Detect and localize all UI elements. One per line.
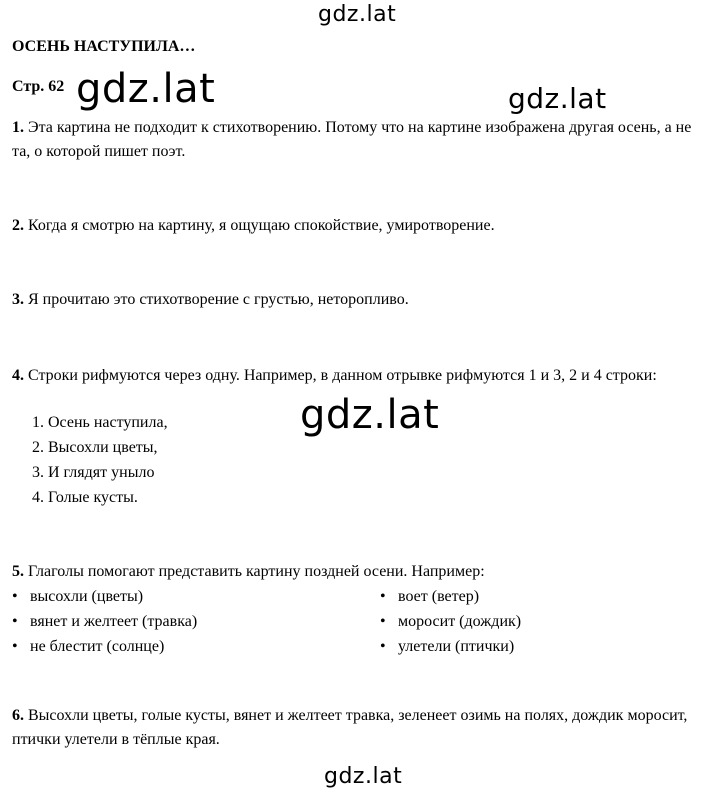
answer-6	[12, 704, 702, 752]
verbs-list-left	[12, 584, 197, 659]
answer-5-text: Глаголы помогают представить картину поздней осени. Например:	[24, 563, 485, 580]
answer-1	[12, 116, 702, 164]
list-item: • моросит (дождик)	[380, 613, 522, 630]
answer-4-text: Строки рифмуются через одну. Например, в данном отрывке рифмуются 1 и 3, 2 и 4 строки:	[24, 367, 657, 384]
answer-3-text: Я прочитаю это стихотворение с грустью, неторопливо.	[24, 291, 409, 308]
document-title: ОСЕНЬ НАСТУПИЛА…	[12, 38, 196, 55]
poem-line: 2. Высохли цветы,	[32, 439, 158, 456]
answer-6-number: 6.	[12, 707, 24, 724]
watermark-left: gdz.lat	[76, 66, 216, 112]
verbs-list-right	[380, 584, 521, 659]
watermark-right: gdz.lat	[508, 82, 607, 115]
watermark-bottom: gdz.lat	[324, 764, 403, 789]
list-item: • вянет и желтеет (травка)	[12, 613, 198, 630]
answer-4	[12, 364, 702, 388]
poem-line: 4. Голые кусты.	[32, 489, 138, 506]
watermark-top: gdz.lat	[318, 2, 397, 27]
answer-1-number: 1.	[12, 119, 24, 136]
page-reference: Стр. 62	[12, 78, 65, 95]
answer-6-text: Высохли цветы, голые кусты, вянет и желтеет травка, зеленеет озимь на полях, дождик моросит, птички улетели в тёплые края.	[12, 707, 688, 748]
list-item: • воет (ветер)	[380, 588, 480, 605]
answer-5	[12, 560, 702, 584]
answer-1-text: Эта картина не подходит к стихотворению. Потому что на картине изображена другая осень, а не та, о которой пишет поэт.	[12, 119, 692, 160]
answer-3-number: 3.	[12, 291, 24, 308]
answer-4-number: 4.	[12, 367, 24, 384]
list-item: • улетели (птички)	[380, 638, 515, 655]
answer-2-number: 2.	[12, 217, 24, 234]
poem-line: 3. И глядят уныло	[32, 464, 155, 481]
answer-2	[12, 214, 702, 238]
poem-excerpt	[32, 410, 168, 510]
list-item: • не блестит (солнце)	[12, 638, 165, 655]
list-item: • высохли (цветы)	[12, 588, 144, 605]
watermark-center: gdz.lat	[300, 392, 440, 438]
answer-5-number: 5.	[12, 563, 24, 580]
answer-3	[12, 288, 702, 312]
poem-line: 1. Осень наступила,	[32, 414, 168, 431]
answer-2-text: Когда я смотрю на картину, я ощущаю спокойствие, умиротворение.	[24, 217, 495, 234]
